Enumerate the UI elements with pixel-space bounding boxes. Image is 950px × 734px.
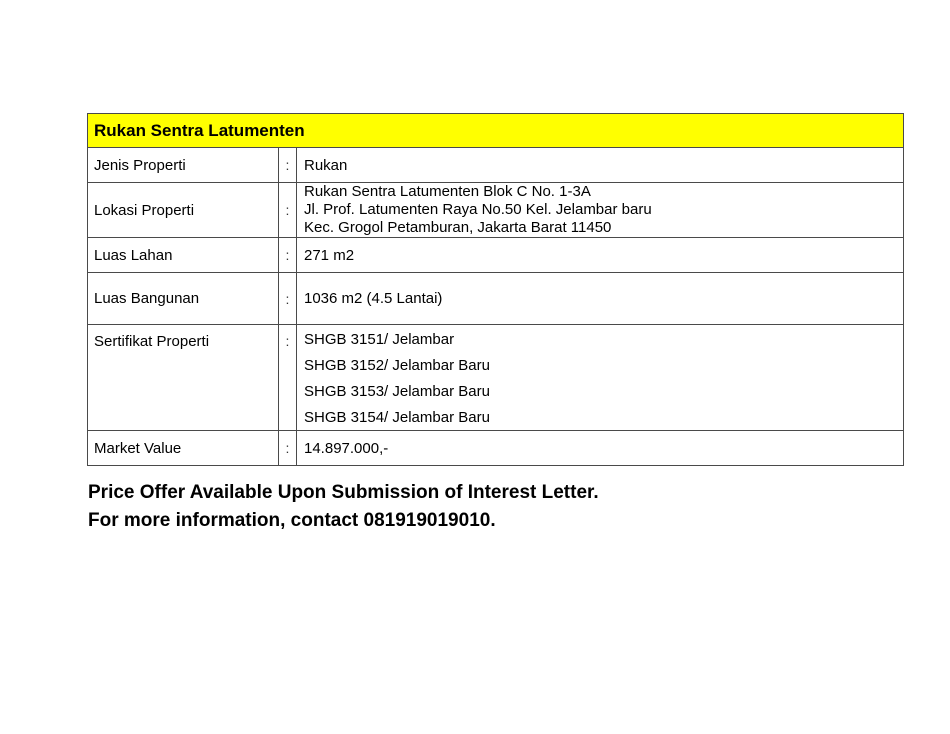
price-offer-note: Price Offer Available Upon Submission of Interest Letter. bbox=[88, 482, 599, 503]
address-line: Jl. Prof. Latumenten Raya No.50 Kel. Jelambar baru bbox=[304, 201, 652, 218]
row-value bbox=[297, 183, 903, 237]
footer-note bbox=[88, 479, 599, 535]
row-label: Luas Bangunan bbox=[88, 273, 279, 324]
row-value: Rukan bbox=[304, 156, 348, 174]
address-line: Kec. Grogol Petamburan, Jakarta Barat 11450 bbox=[304, 219, 612, 236]
row-lokasi-properti bbox=[88, 183, 903, 238]
address-line: Rukan Sentra Latumenten Blok C No. 1-3A bbox=[304, 183, 591, 200]
certificate-line: SHGB 3152/ Jelambar Baru bbox=[304, 357, 490, 374]
row-separator: : bbox=[279, 183, 297, 237]
row-label: Jenis Properti bbox=[88, 148, 279, 182]
row-sertifikat-properti bbox=[88, 325, 903, 431]
contact-note: For more information, contact 081919019010. bbox=[88, 510, 496, 531]
row-separator: : bbox=[279, 273, 297, 324]
certificate-line: SHGB 3154/ Jelambar Baru bbox=[304, 409, 490, 426]
row-separator: : bbox=[279, 325, 297, 430]
row-label: Sertifikat Properti bbox=[88, 325, 279, 430]
row-separator: : bbox=[279, 148, 297, 182]
row-separator: : bbox=[279, 238, 297, 272]
row-luas-lahan bbox=[88, 238, 903, 273]
row-label: Luas Lahan bbox=[88, 238, 279, 272]
row-separator: : bbox=[279, 431, 297, 465]
row-jenis-properti bbox=[88, 148, 903, 183]
certificate-line: SHGB 3153/ Jelambar Baru bbox=[304, 383, 490, 400]
property-table bbox=[87, 113, 904, 466]
row-luas-bangunan bbox=[88, 273, 903, 325]
row-value: 14.897.000,- bbox=[304, 439, 389, 457]
property-title: Rukan Sentra Latumenten bbox=[88, 114, 903, 148]
row-value: 271 m2 bbox=[304, 246, 355, 264]
row-value bbox=[297, 325, 903, 430]
row-value: 1036 m2 (4.5 Lantai) bbox=[304, 290, 443, 307]
row-label: Lokasi Properti bbox=[88, 183, 279, 237]
row-label: Market Value bbox=[88, 431, 279, 465]
certificate-line: SHGB 3151/ Jelambar bbox=[304, 331, 455, 348]
row-market-value bbox=[88, 431, 903, 465]
